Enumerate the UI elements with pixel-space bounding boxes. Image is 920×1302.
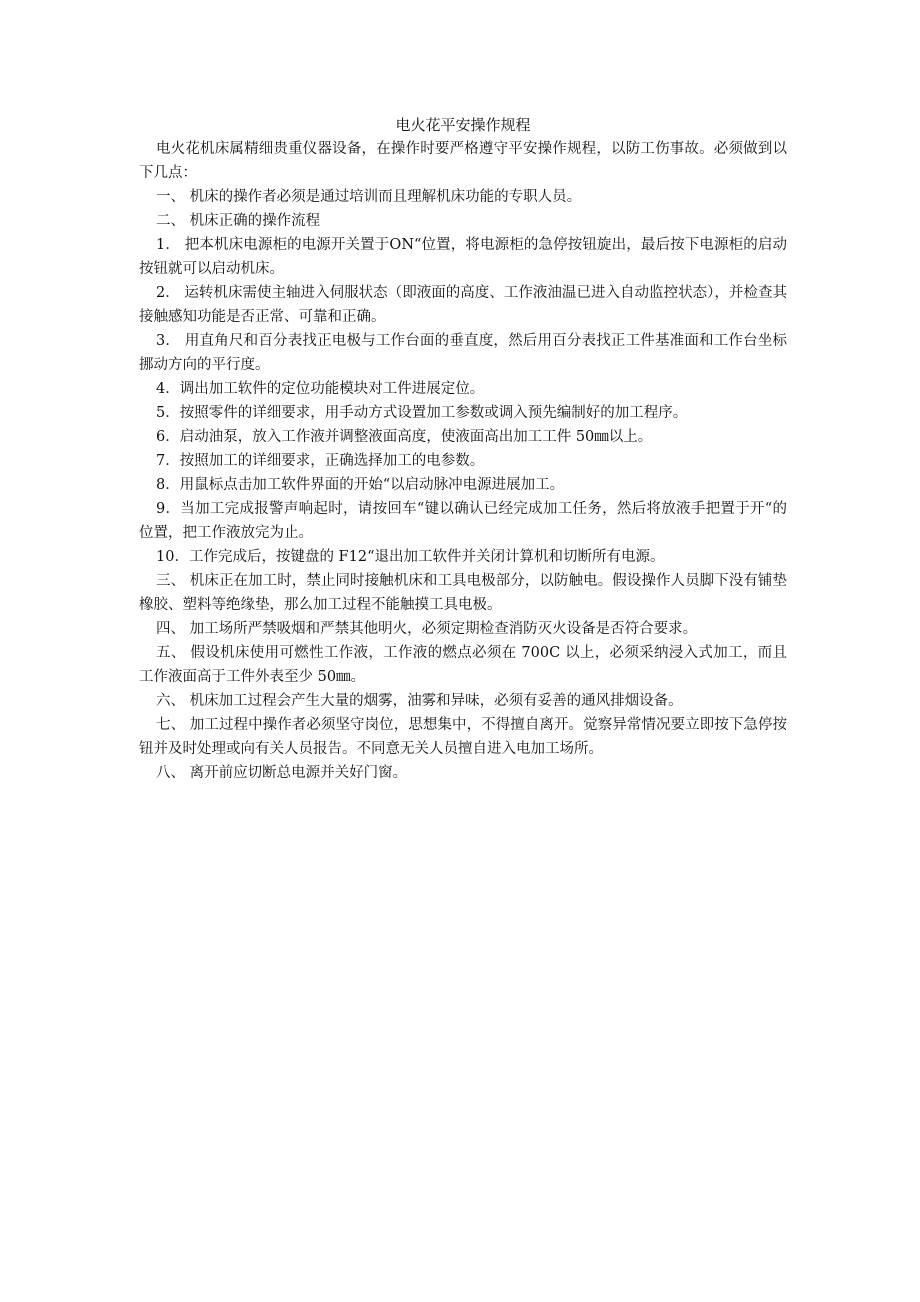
rule-7: 七、 加工过程中操作者必须坚守岗位，思想集中，不得擅自离开。觉察异常情况要立即按下急停按钮并及时处理或向有关人员报告。不同意无关人员擅自进入电加工场所。 (139, 717, 787, 757)
rule-6: 六、 机床加工过程会产生大量的烟雾，油雾和异味，必须有妥善的通风排烟设备。 (156, 693, 683, 709)
rule-2-heading: 二、 机床正确的操作流程 (156, 213, 321, 229)
rule-8: 八、 离开前应切断总电源并关好门窗。 (156, 765, 408, 781)
step-10: 10．工作完成后，按键盘的 F12“退出加工软件并关闭计算机和切断所有电源。 (156, 549, 665, 565)
rule-1: 一、 机床的操作者必须是通过培训而且理解机床功能的专职人员。 (156, 189, 582, 205)
rule-3: 三、 机床正在加工时，禁止同时接触机床和工具电极部分，以防触电。假设操作人员脚下没有铺垫橡胶、塑料等绝缘垫，那么加工过程不能触摸工具电极。 (139, 573, 787, 613)
step-5: 5．按照零件的详细要求，用手动方式设置加工参数或调入预先编制好的加工程序。 (156, 405, 688, 421)
document-body (139, 113, 787, 785)
step-3: 3． 用直角尺和百分表找正电极与工作台面的垂直度，然后用百分表找正工件基准面和工作台坐标挪动方向的平行度。 (139, 333, 787, 373)
step-9: 9．当加工完成报警声响起时，请按回车“键以确认已经完成加工任务，然后将放液手把置于开“的位置，把工作液放完为止。 (139, 501, 787, 541)
step-8: 8．用鼠标点击加工软件界面的开始“以启动脉冲电源进展加工。 (156, 477, 565, 493)
document-title: 电火花平安操作规程 (395, 116, 531, 134)
step-6: 6．启动油泵，放入工作液并调整液面高度，使液面高出加工工件 50㎜以上。 (156, 429, 653, 445)
step-1: 1． 把本机床电源柜的电源开关置于ON“位置，将电源柜的急停按钮旋出，最后按下电源柜的启动按钮就可以启动机床。 (139, 237, 787, 277)
step-4: 4．调出加工软件的定位功能模块对工件进展定位。 (156, 381, 485, 397)
step-7: 7．按照加工的详细要求，正确选择加工的电参数。 (156, 453, 485, 469)
rule-4: 四、 加工场所严禁吸烟和严禁其他明火，必须定期检查消防灭火设备是否符合要求。 (156, 621, 698, 637)
step-2: 2． 运转机床需使主轴进入伺服状态（即液面的高度、工作液油温已进入自动监控状态），并检查其接触感知功能是否正常、可靠和正确。 (139, 285, 787, 325)
intro-paragraph: 电火花机床属精细贵重仪器设备，在操作时要严格遵守平安操作规程，以防工伤事故。必须做到以下几点： (139, 141, 787, 181)
rule-5: 五、 假设机床使用可燃性工作液，工作液的燃点必须在 700C 以上，必须采纳浸入式加工，而且工作液面高于工件外表至少 50㎜。 (139, 645, 787, 685)
